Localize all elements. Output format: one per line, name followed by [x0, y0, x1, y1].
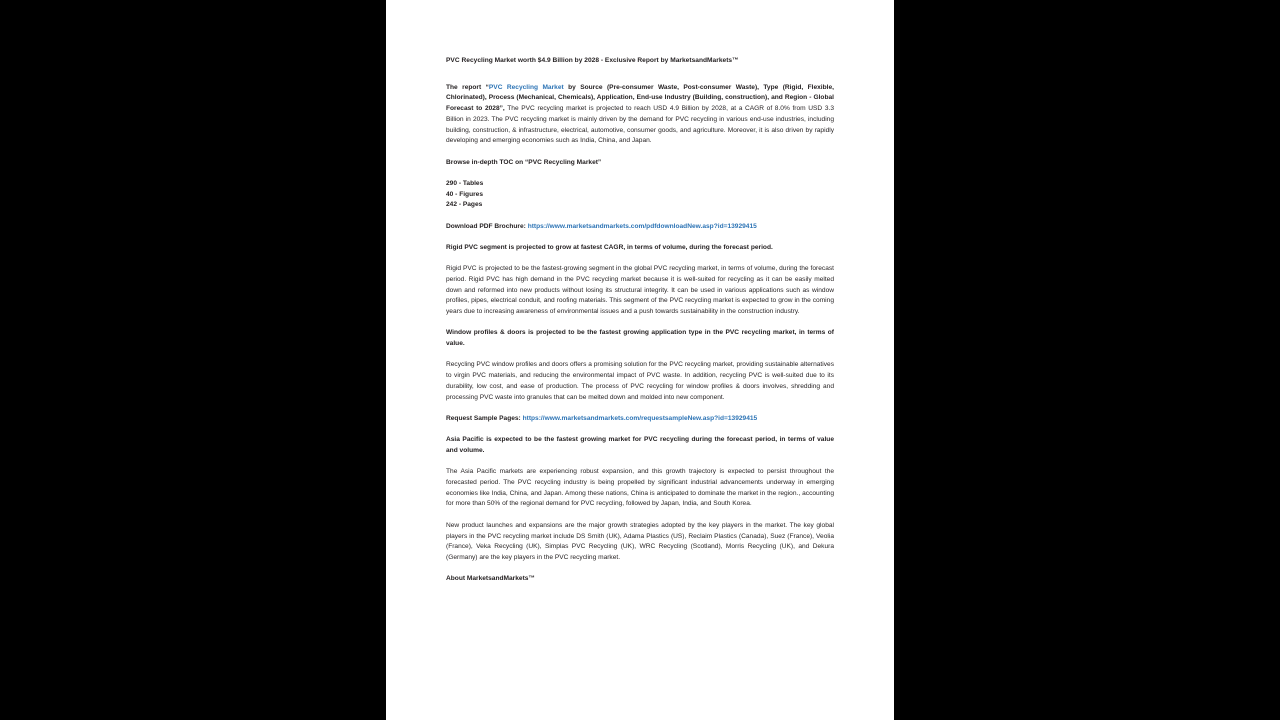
intro-lead: The report “	[446, 83, 489, 91]
rigid-pvc-heading: Rigid PVC segment is projected to grow at fastest CAGR, in terms of volume, during the forecast period.	[446, 243, 773, 251]
asia-pacific-heading: Asia Pacific is expected to be the fastest growing market for PVC recycling during the forecast period, in terms of value and volume.	[446, 436, 834, 454]
toc-heading: Browse in-depth TOC on “PVC Recycling Market”	[446, 158, 602, 166]
pvc-recycling-market-link[interactable]: PVC Recycling Market	[488, 83, 564, 91]
intro-body: The PVC recycling market is projected to reach USD 4.9 Billion by 2028, at a CAGR of 8.0% from USD 3.3 Billion in 2023. The PVC recycling market is mainly driven by the demand for PVC recycling in various end-use industries, including building, construction, & infrastructure, electrical, automotive, consumer goods, and agriculture. Moreover, it is also driven by rapidly developing and emerging economies such as India, China, and Japan.	[446, 105, 834, 145]
request-sample-line	[446, 414, 834, 425]
window-profiles-body: Recycling PVC window profiles and doors offers a promising solution for the PVC recycling market, providing sustainable alternatives to virgin PVC materials, and reducing the environmental impact of PVC waste. In addition, recycling PVC is well-suited due to its durability, low cost, and ease of production. The process of PVC recycling for window profiles & doors involves, shredding and processing PVC waste into granules that can be melted down and molded into new component.	[446, 361, 834, 401]
download-brochure-label: Download PDF Brochure:	[446, 222, 528, 230]
page-title: PVC Recycling Market worth $4.9 Billion by 2028 - Exclusive Report by MarketsandMarkets™	[446, 57, 739, 64]
page-content	[446, 56, 834, 596]
intro-bold-continuation: by Source (Pre-consumer Waste, Post-consumer Waste), Type (Rigid, Flexible, Chlorinated), Process (Mechanical, Chemicals), Application, End-use Industry (Building, construction), and Region - Global Forecast to 2028”,	[446, 83, 835, 113]
stat-figures: 40 - Figures	[446, 190, 484, 198]
intro-paragraph	[446, 83, 834, 147]
download-brochure-line	[446, 222, 834, 233]
report-stats	[446, 179, 834, 211]
asia-pacific-body: The Asia Pacific markets are experiencing robust expansion, and this growth trajectory is expected to persist throughout the forecasted period. The PVC recycling industry is being propelled by significant industrial advancements underway in emerging economies like India, China, and Japan. Among these nations, China is anticipated to dominate the market in the region., accounting for more than 50% of the regional demand for PVC recycling, followed by Japan, India, and South Korea.	[446, 468, 834, 508]
download-brochure-link[interactable]: https://www.marketsandmarkets.com/pdfdownloadNew.asp?id=13929415	[527, 222, 757, 230]
window-profiles-heading: Window profiles & doors is projected to be the fastest growing application type in the PVC recycling market, in terms of value.	[446, 329, 834, 348]
request-sample-label: Request Sample Pages:	[446, 414, 523, 422]
request-sample-link[interactable]: https://www.marketsandmarkets.com/requestsampleNew.asp?id=13929415	[522, 414, 758, 422]
document-page	[386, 0, 894, 720]
about-heading: About MarketsandMarkets™	[446, 575, 536, 583]
stat-pages: 242 - Pages	[446, 201, 483, 209]
key-players-paragraph: New product launches and expansions are the major growth strategies adopted by the key players in the market. The key global players in the PVC recycling market include DS Smith (UK), Adama Plastics (US), Reclaim Plastics (Canada), Suez (France), Veolia (France), Veka Recycling (UK), Simplas PVC Recycling (UK), WRC Recycling (Scotland), Morris Recycling (UK), and Dekura (Germany) are the key players in the PVC recycling market.	[446, 521, 834, 561]
stat-tables: 290 - Tables	[446, 179, 484, 187]
rigid-pvc-body: Rigid PVC is projected to be the fastest-growing segment in the global PVC recycling market, in terms of volume, during the forecast period. Rigid PVC has high demand in the PVC recycling market because it is well-suited for recycling as it can be easily melted down and reformed into new products without losing its structural integrity. It can be used in various applications such as window profiles, pipes, electrical conduit, and roofing materials. This segment of the PVC recycling market is expected to grow in the coming years due to increasing awareness of environmental issues and a push towards sustainability in the construction industry.	[446, 265, 834, 316]
